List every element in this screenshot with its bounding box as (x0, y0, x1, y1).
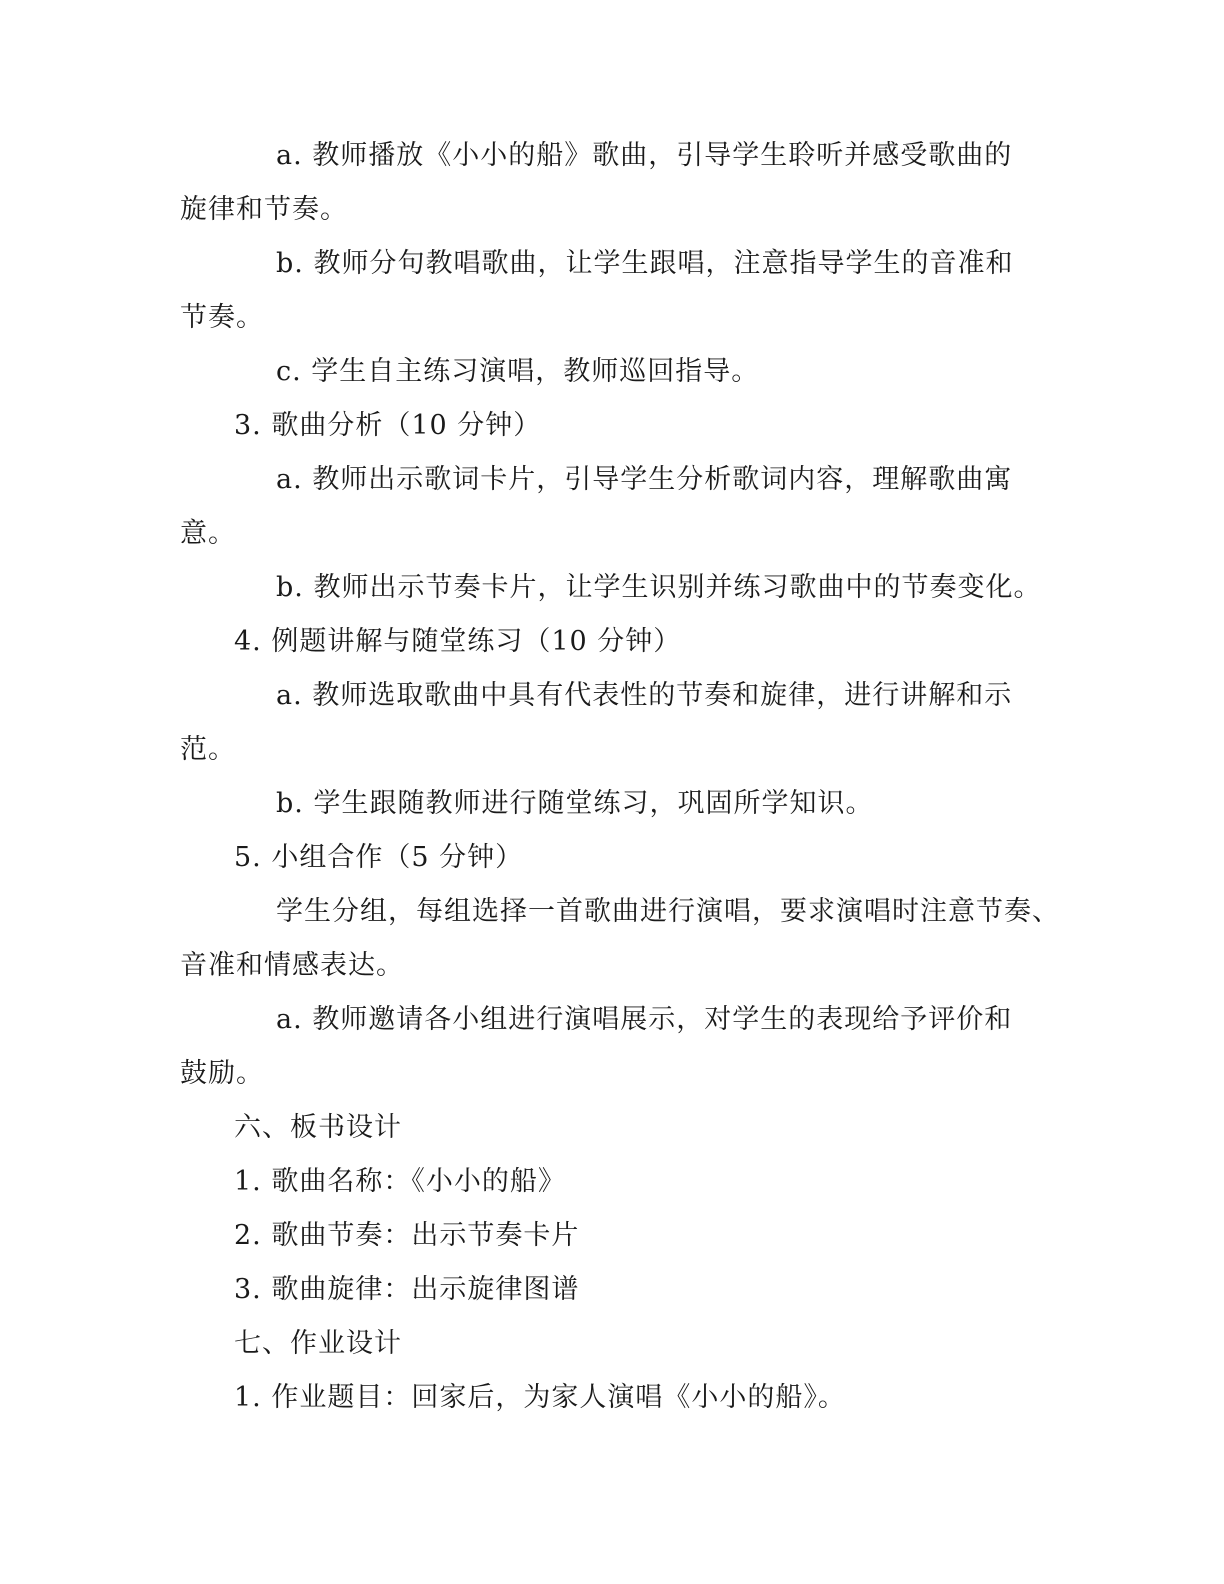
section-item: 3. 歌曲旋律：出示旋律图谱 (234, 1274, 580, 1305)
section-item: 1. 作业题目：回家后，为家人演唱《小小的船》。 (234, 1382, 846, 1413)
paragraph-line: c. 学生自主练习演唱，教师巡回指导。 (276, 356, 760, 387)
paragraph-line: a. 教师邀请各小组进行演唱展示，对学生的表现给予评价和 (276, 1004, 1013, 1035)
section-item: 5. 小组合作（5 分钟） (234, 842, 524, 873)
paragraph-line: 鼓励。 (180, 1058, 264, 1089)
paragraph-line: 学生分组，每组选择一首歌曲进行演唱，要求演唱时注意节奏、 (276, 896, 1060, 927)
paragraph-line: 节奏。 (180, 302, 264, 333)
section-item: 1. 歌曲名称：《小小的船》 (234, 1166, 566, 1197)
paragraph-line: a. 教师选取歌曲中具有代表性的节奏和旋律，进行讲解和示 (276, 680, 1013, 711)
paragraph-line: b. 教师分句教唱歌曲，让学生跟唱，注意指导学生的音准和 (276, 248, 1014, 279)
section-heading: 六、板书设计 (234, 1112, 402, 1143)
paragraph-line: a. 教师出示歌词卡片，引导学生分析歌词内容，理解歌曲寓 (276, 464, 1013, 495)
section-item: 2. 歌曲节奏：出示节奏卡片 (234, 1220, 580, 1251)
paragraph-line: a. 教师播放《小小的船》歌曲，引导学生聆听并感受歌曲的 (276, 140, 1013, 171)
paragraph-line: 音准和情感表达。 (180, 950, 404, 981)
section-item: 3. 歌曲分析（10 分钟） (234, 410, 542, 441)
paragraph-line: b. 学生跟随教师进行随堂练习，巩固所学知识。 (276, 788, 874, 819)
section-item: 4. 例题讲解与随堂练习（10 分钟） (234, 626, 682, 657)
paragraph-line: 意。 (180, 518, 236, 549)
section-heading: 七、作业设计 (234, 1328, 402, 1359)
paragraph-line: 范。 (180, 734, 236, 765)
paragraph-line: b. 教师出示节奏卡片，让学生识别并练习歌曲中的节奏变化。 (276, 572, 1042, 603)
paragraph-line: 旋律和节奏。 (180, 194, 348, 225)
